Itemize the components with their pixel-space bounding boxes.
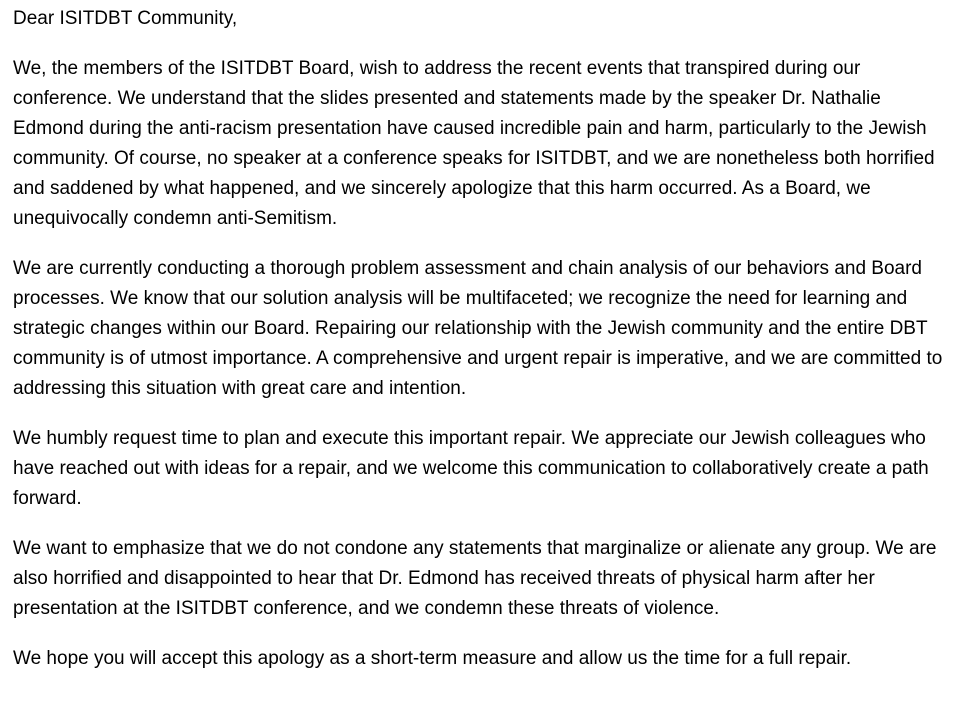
- letter-greeting: Dear ISITDBT Community,: [13, 8, 238, 29]
- letter-paragraph-4: We want to emphasize that we do not condone any statements that marginalize or alienate any group. We are also horrified and disappointed to hear that Dr. Edmond has received threats of physical harm after her presentation at the ISITDBT conference, and we condemn these threats of violence.: [13, 538, 937, 619]
- letter-paragraph-5: We hope you will accept this apology as a short-term measure and allow us the time for a full repair.: [13, 648, 852, 669]
- letter-paragraph-3: We humbly request time to plan and execute this important repair. We appreciate our Jewish colleagues who have reached out with ideas for a repair, and we welcome this communication to collaboratively create a path forward.: [13, 428, 929, 509]
- letter-paragraph-1: We, the members of the ISITDBT Board, wish to address the recent events that transpired during our conference. We understand that the slides presented and statements made by the speaker Dr. Nathalie Edmond during the anti-racism presentation have caused incredible pain and harm, particularly to the Jewish community. Of course, no speaker at a conference speaks for ISITDBT, and we are nonetheless both horrified and saddened by what happened, and we sincerely apologize that this harm occurred. As a Board, we unequivocally condemn anti-Semitism.: [13, 58, 935, 229]
- letter-paragraph-2: We are currently conducting a thorough problem assessment and chain analysis of our behaviors and Board processes. We know that our solution analysis will be multifaceted; we recognize the need for learning and strategic changes within our Board. Repairing our relationship with the Jewish community and the entire DBT community is of utmost importance. A comprehensive and urgent repair is imperative, and we are committed to addressing this situation with great care and intention.: [13, 258, 943, 399]
